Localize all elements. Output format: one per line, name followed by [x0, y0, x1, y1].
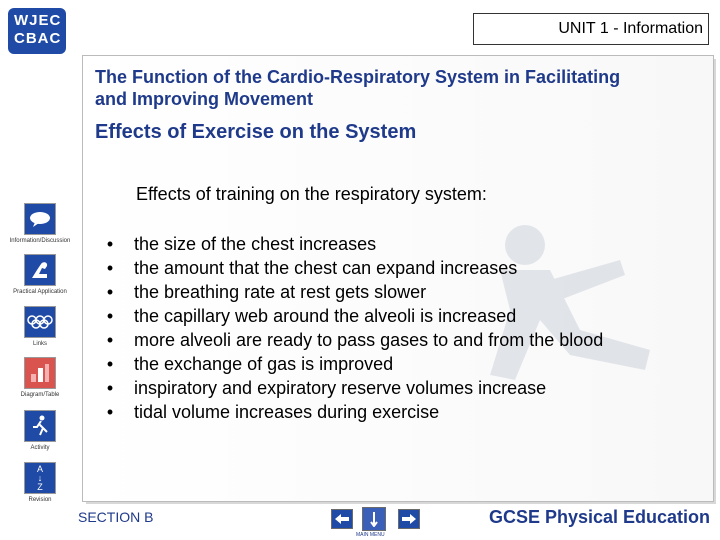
- sidebar-item-label: Revision: [28, 497, 52, 503]
- page-subtitle: Effects of Exercise on the System: [95, 121, 417, 143]
- unit-label: UNIT 1 - Information: [558, 20, 703, 37]
- bullet-icon: •: [106, 234, 114, 254]
- brand-label: GCSE Physical Education: [488, 507, 710, 527]
- a-to-z-icon: A ↓ Z: [24, 462, 56, 494]
- list-item-text: more alveoli are ready to pass gases to and from the blood: [134, 330, 604, 350]
- logo-line-2: CBAC: [14, 30, 62, 47]
- page-title: The Function of the Cardio-Respiratory System in Facilitating and Improving Movement: [95, 67, 621, 109]
- sidebar-item-label: Information/Discussion: [9, 238, 71, 244]
- list-item-text: the exchange of gas is improved: [134, 354, 394, 374]
- bullet-icon: •: [106, 330, 114, 350]
- effects-list: [104, 232, 603, 424]
- sidebar-item-label: Practical Application: [13, 289, 67, 295]
- sidebar-item-links[interactable]: [8, 306, 72, 347]
- logo-line-1: WJEC: [14, 12, 62, 29]
- list-item: [104, 376, 603, 400]
- list-item: [104, 280, 603, 304]
- runner-icon: [24, 410, 56, 442]
- olympic-rings-icon: [24, 306, 56, 338]
- arrow-right-icon: [401, 513, 417, 525]
- bar-chart-icon: [24, 357, 56, 389]
- bullet-icon: •: [106, 306, 114, 326]
- unit-header: [473, 13, 709, 45]
- list-item-text: tidal volume increases during exercise: [134, 402, 440, 422]
- speech-bubble-icon: [24, 203, 56, 235]
- list-item-text: the amount that the chest can expand increases: [134, 258, 518, 278]
- section-label: SECTION B: [78, 509, 154, 525]
- list-item: [104, 232, 603, 256]
- list-item-text: the breathing rate at rest gets slower: [134, 282, 427, 302]
- previous-button[interactable]: [331, 509, 353, 529]
- wjec-cbac-logo: [8, 8, 66, 54]
- list-item: [104, 256, 603, 280]
- flexed-arm-icon: [24, 254, 56, 286]
- bullet-icon: •: [106, 282, 114, 302]
- list-item-text: inspiratory and expiratory reserve volumes increase: [134, 378, 547, 398]
- list-item: [104, 352, 603, 376]
- bullet-icon: •: [106, 354, 114, 374]
- list-item-text: the size of the chest increases: [134, 234, 377, 254]
- main-menu-button[interactable]: [362, 507, 386, 531]
- sidebar-item-revision[interactable]: [8, 462, 72, 503]
- sidebar-item-information[interactable]: [8, 203, 72, 244]
- next-button[interactable]: [398, 509, 420, 529]
- sidebar-item-practical[interactable]: [8, 254, 72, 295]
- sidebar-item-label: Diagram/Table: [20, 392, 60, 398]
- list-item: [104, 304, 603, 328]
- bullet-icon: •: [106, 378, 114, 398]
- bullet-icon: •: [106, 402, 114, 422]
- list-item-text: the capillary web around the alveoli is increased: [134, 306, 517, 326]
- sidebar-item-label: Links: [32, 341, 47, 347]
- list-item: [104, 328, 603, 352]
- main-menu-label: MAIN MENU: [356, 532, 385, 538]
- sidebar-item-diagram[interactable]: [8, 357, 72, 398]
- main-menu-icon: [368, 511, 380, 527]
- lead-text: Effects of training on the respiratory system:: [136, 184, 487, 204]
- list-item: [104, 400, 603, 424]
- sidebar-item-label: Activity: [30, 445, 50, 451]
- sidebar-item-activity[interactable]: [8, 410, 72, 451]
- arrow-left-icon: [334, 513, 350, 525]
- bullet-icon: •: [106, 258, 114, 278]
